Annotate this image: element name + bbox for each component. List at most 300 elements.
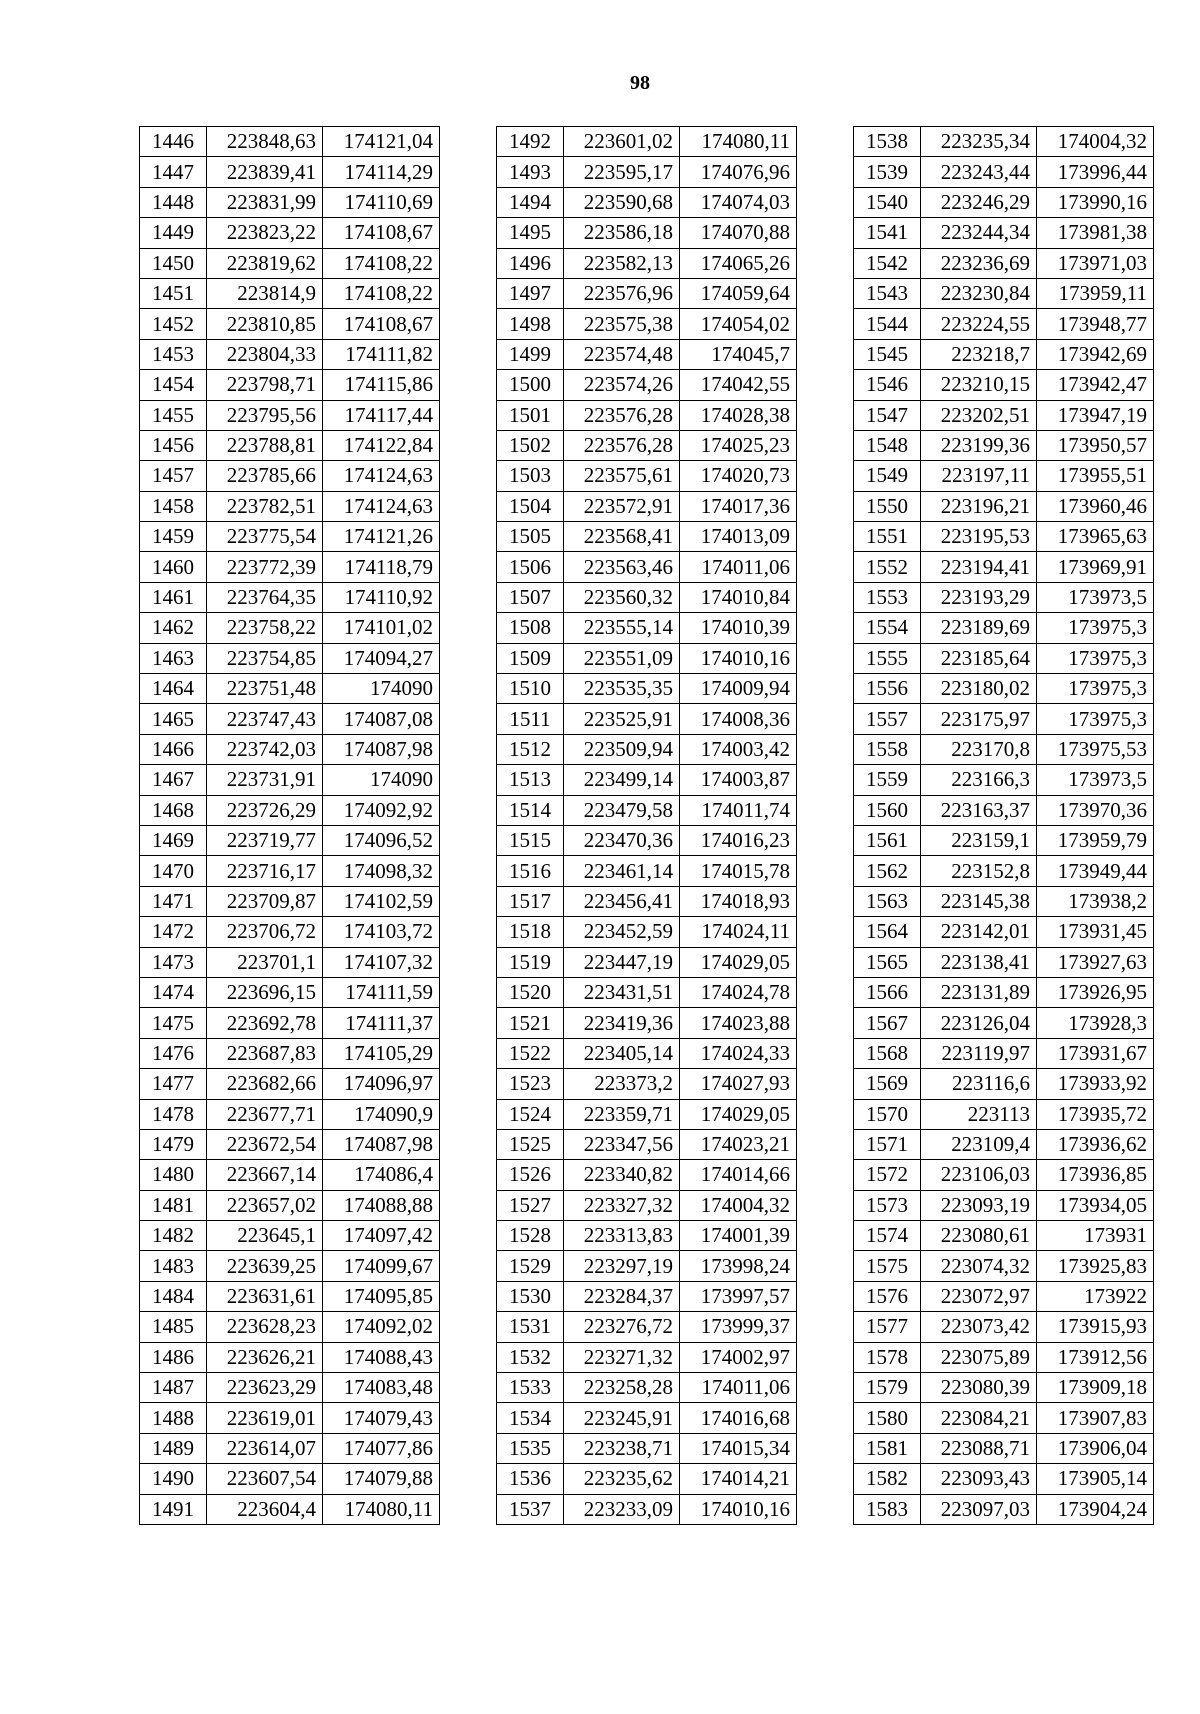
y-coordinate-cell: 173950,57 — [1037, 430, 1154, 460]
y-coordinate-cell: 173949,44 — [1037, 856, 1154, 886]
y-coordinate-cell: 173907,83 — [1037, 1403, 1154, 1433]
table-row — [497, 157, 797, 187]
coordinates-table-3 — [853, 126, 1154, 1525]
y-coordinate-cell: 173973,5 — [1037, 765, 1154, 795]
y-coordinate-cell: 174010,39 — [680, 613, 797, 643]
table-row — [854, 795, 1154, 825]
x-coordinate-cell: 223628,23 — [207, 1312, 323, 1342]
table-row — [140, 1342, 440, 1372]
point-number-cell: 1511 — [497, 704, 564, 734]
x-coordinate-cell: 223084,21 — [921, 1403, 1037, 1433]
table-row — [497, 1129, 797, 1159]
y-coordinate-cell: 174103,72 — [323, 917, 440, 947]
x-coordinate-cell: 223626,21 — [207, 1342, 323, 1372]
y-coordinate-cell: 174086,4 — [323, 1160, 440, 1190]
y-coordinate-cell: 174111,82 — [323, 339, 440, 369]
table-row — [854, 1099, 1154, 1129]
y-coordinate-cell: 174088,43 — [323, 1342, 440, 1372]
table-row — [497, 1433, 797, 1463]
table-row — [140, 461, 440, 491]
point-number-cell: 1530 — [497, 1281, 564, 1311]
point-number-cell: 1566 — [854, 977, 921, 1007]
point-number-cell: 1523 — [497, 1069, 564, 1099]
table-row — [854, 1373, 1154, 1403]
x-coordinate-cell: 223560,32 — [564, 582, 680, 612]
y-coordinate-cell: 174011,06 — [680, 1373, 797, 1403]
x-coordinate-cell: 223499,14 — [564, 765, 680, 795]
point-number-cell: 1500 — [497, 370, 564, 400]
y-coordinate-cell: 174054,02 — [680, 309, 797, 339]
x-coordinate-cell: 223152,8 — [921, 856, 1037, 886]
point-number-cell: 1581 — [854, 1433, 921, 1463]
x-coordinate-cell: 223175,97 — [921, 704, 1037, 734]
point-number-cell: 1555 — [854, 643, 921, 673]
table-row — [497, 947, 797, 977]
x-coordinate-cell: 223479,58 — [564, 795, 680, 825]
x-coordinate-cell: 223072,97 — [921, 1281, 1037, 1311]
point-number-cell: 1515 — [497, 825, 564, 855]
x-coordinate-cell: 223456,41 — [564, 886, 680, 916]
x-coordinate-cell: 223452,59 — [564, 917, 680, 947]
point-number-cell: 1464 — [140, 674, 207, 704]
point-number-cell: 1544 — [854, 309, 921, 339]
point-number-cell: 1547 — [854, 400, 921, 430]
x-coordinate-cell: 223563,46 — [564, 552, 680, 582]
x-coordinate-cell: 223747,43 — [207, 704, 323, 734]
y-coordinate-cell: 173931 — [1037, 1221, 1154, 1251]
point-number-cell: 1505 — [497, 522, 564, 552]
point-number-cell: 1507 — [497, 582, 564, 612]
y-coordinate-cell: 173925,83 — [1037, 1251, 1154, 1281]
x-coordinate-cell: 223199,36 — [921, 430, 1037, 460]
x-coordinate-cell: 223848,63 — [207, 127, 323, 157]
x-coordinate-cell: 223313,83 — [564, 1221, 680, 1251]
x-coordinate-cell: 223574,48 — [564, 339, 680, 369]
table-row — [497, 461, 797, 491]
x-coordinate-cell: 223672,54 — [207, 1129, 323, 1159]
table-row — [140, 1129, 440, 1159]
point-number-cell: 1498 — [497, 309, 564, 339]
x-coordinate-cell: 223170,8 — [921, 734, 1037, 764]
table-row — [140, 765, 440, 795]
point-number-cell: 1545 — [854, 339, 921, 369]
point-number-cell: 1538 — [854, 127, 921, 157]
x-coordinate-cell: 223093,19 — [921, 1190, 1037, 1220]
y-coordinate-cell: 174115,86 — [323, 370, 440, 400]
point-number-cell: 1501 — [497, 400, 564, 430]
x-coordinate-cell: 223639,25 — [207, 1251, 323, 1281]
point-number-cell: 1546 — [854, 370, 921, 400]
x-coordinate-cell: 223754,85 — [207, 643, 323, 673]
y-coordinate-cell: 174079,43 — [323, 1403, 440, 1433]
point-number-cell: 1487 — [140, 1373, 207, 1403]
table-row — [854, 674, 1154, 704]
table-row — [854, 552, 1154, 582]
y-coordinate-cell: 173942,69 — [1037, 339, 1154, 369]
x-coordinate-cell: 223131,89 — [921, 977, 1037, 1007]
table-row — [854, 1494, 1154, 1524]
x-coordinate-cell: 223193,29 — [921, 582, 1037, 612]
point-number-cell: 1553 — [854, 582, 921, 612]
point-number-cell: 1506 — [497, 552, 564, 582]
x-coordinate-cell: 223576,96 — [564, 278, 680, 308]
table-row — [854, 248, 1154, 278]
y-coordinate-cell: 174090 — [323, 765, 440, 795]
table-row — [854, 1312, 1154, 1342]
x-coordinate-cell: 223195,53 — [921, 522, 1037, 552]
table-row — [140, 522, 440, 552]
table-row — [140, 552, 440, 582]
table-row — [497, 643, 797, 673]
point-number-cell: 1454 — [140, 370, 207, 400]
table-row — [854, 461, 1154, 491]
table-row — [497, 187, 797, 217]
table-row — [497, 127, 797, 157]
table-row — [497, 1160, 797, 1190]
table-row — [497, 218, 797, 248]
point-number-cell: 1576 — [854, 1281, 921, 1311]
x-coordinate-cell: 223163,37 — [921, 795, 1037, 825]
table-row — [497, 1221, 797, 1251]
y-coordinate-cell: 174108,22 — [323, 248, 440, 278]
y-coordinate-cell: 173909,18 — [1037, 1373, 1154, 1403]
point-number-cell: 1549 — [854, 461, 921, 491]
point-number-cell: 1548 — [854, 430, 921, 460]
y-coordinate-cell: 173926,95 — [1037, 977, 1154, 1007]
y-coordinate-cell: 173970,36 — [1037, 795, 1154, 825]
x-coordinate-cell: 223798,71 — [207, 370, 323, 400]
y-coordinate-cell: 174118,79 — [323, 552, 440, 582]
point-number-cell: 1510 — [497, 674, 564, 704]
point-number-cell: 1519 — [497, 947, 564, 977]
y-coordinate-cell: 174004,32 — [680, 1190, 797, 1220]
x-coordinate-cell: 223575,61 — [564, 461, 680, 491]
table-row — [497, 1008, 797, 1038]
table-row — [497, 1281, 797, 1311]
x-coordinate-cell: 223576,28 — [564, 400, 680, 430]
table-row — [497, 704, 797, 734]
point-number-cell: 1568 — [854, 1038, 921, 1068]
point-number-cell: 1459 — [140, 522, 207, 552]
table-row — [497, 339, 797, 369]
table-row — [140, 1069, 440, 1099]
y-coordinate-cell: 174010,16 — [680, 1494, 797, 1524]
x-coordinate-cell: 223575,38 — [564, 309, 680, 339]
y-coordinate-cell: 174105,29 — [323, 1038, 440, 1068]
y-coordinate-cell: 174108,67 — [323, 218, 440, 248]
table-row — [140, 977, 440, 1007]
table-row — [854, 430, 1154, 460]
y-coordinate-cell: 173936,85 — [1037, 1160, 1154, 1190]
point-number-cell: 1468 — [140, 795, 207, 825]
y-coordinate-cell: 174124,63 — [323, 461, 440, 491]
table-row — [854, 856, 1154, 886]
table-row — [140, 278, 440, 308]
point-number-cell: 1453 — [140, 339, 207, 369]
x-coordinate-cell: 223572,91 — [564, 491, 680, 521]
x-coordinate-cell: 223742,03 — [207, 734, 323, 764]
table-row — [854, 218, 1154, 248]
x-coordinate-cell: 223782,51 — [207, 491, 323, 521]
table-row — [497, 977, 797, 1007]
x-coordinate-cell: 223509,94 — [564, 734, 680, 764]
table-row — [497, 582, 797, 612]
y-coordinate-cell: 173935,72 — [1037, 1099, 1154, 1129]
point-number-cell: 1484 — [140, 1281, 207, 1311]
table-row — [140, 400, 440, 430]
x-coordinate-cell: 223327,32 — [564, 1190, 680, 1220]
y-coordinate-cell: 174087,08 — [323, 704, 440, 734]
point-number-cell: 1455 — [140, 400, 207, 430]
y-coordinate-cell: 174096,97 — [323, 1069, 440, 1099]
x-coordinate-cell: 223586,18 — [564, 218, 680, 248]
y-coordinate-cell: 174010,84 — [680, 582, 797, 612]
y-coordinate-cell: 174004,32 — [1037, 127, 1154, 157]
y-coordinate-cell: 174102,59 — [323, 886, 440, 916]
table-row — [140, 582, 440, 612]
x-coordinate-cell: 223814,9 — [207, 278, 323, 308]
point-number-cell: 1562 — [854, 856, 921, 886]
y-coordinate-cell: 173975,3 — [1037, 704, 1154, 734]
table-row — [497, 917, 797, 947]
x-coordinate-cell: 223236,69 — [921, 248, 1037, 278]
x-coordinate-cell: 223258,28 — [564, 1373, 680, 1403]
x-coordinate-cell: 223614,07 — [207, 1433, 323, 1463]
x-coordinate-cell: 223582,13 — [564, 248, 680, 278]
y-coordinate-cell: 173906,04 — [1037, 1433, 1154, 1463]
table-row — [140, 856, 440, 886]
point-number-cell: 1473 — [140, 947, 207, 977]
point-number-cell: 1574 — [854, 1221, 921, 1251]
table-row — [497, 795, 797, 825]
x-coordinate-cell: 223631,61 — [207, 1281, 323, 1311]
x-coordinate-cell: 223080,39 — [921, 1373, 1037, 1403]
table-row — [497, 886, 797, 916]
point-number-cell: 1496 — [497, 248, 564, 278]
table-row — [854, 1160, 1154, 1190]
y-coordinate-cell: 174101,02 — [323, 613, 440, 643]
x-coordinate-cell: 223218,7 — [921, 339, 1037, 369]
y-coordinate-cell: 174077,86 — [323, 1433, 440, 1463]
x-coordinate-cell: 223758,22 — [207, 613, 323, 643]
x-coordinate-cell: 223235,62 — [564, 1464, 680, 1494]
table-row — [497, 825, 797, 855]
y-coordinate-cell: 174020,73 — [680, 461, 797, 491]
table-row — [140, 1494, 440, 1524]
x-coordinate-cell: 223447,19 — [564, 947, 680, 977]
point-number-cell: 1489 — [140, 1433, 207, 1463]
point-number-cell: 1516 — [497, 856, 564, 886]
x-coordinate-cell: 223709,87 — [207, 886, 323, 916]
y-coordinate-cell: 174008,36 — [680, 704, 797, 734]
point-number-cell: 1486 — [140, 1342, 207, 1372]
table-row — [854, 400, 1154, 430]
point-number-cell: 1524 — [497, 1099, 564, 1129]
point-number-cell: 1572 — [854, 1160, 921, 1190]
table-row — [497, 856, 797, 886]
point-number-cell: 1466 — [140, 734, 207, 764]
x-coordinate-cell: 223839,41 — [207, 157, 323, 187]
table-row — [854, 917, 1154, 947]
point-number-cell: 1491 — [140, 1494, 207, 1524]
x-coordinate-cell: 223080,61 — [921, 1221, 1037, 1251]
point-number-cell: 1573 — [854, 1190, 921, 1220]
table-row — [854, 977, 1154, 1007]
point-number-cell: 1543 — [854, 278, 921, 308]
x-coordinate-cell: 223106,03 — [921, 1160, 1037, 1190]
x-coordinate-cell: 223590,68 — [564, 187, 680, 217]
table-row — [140, 704, 440, 734]
table-row — [140, 795, 440, 825]
point-number-cell: 1526 — [497, 1160, 564, 1190]
y-coordinate-cell: 174023,21 — [680, 1129, 797, 1159]
point-number-cell: 1536 — [497, 1464, 564, 1494]
table-row — [497, 1069, 797, 1099]
x-coordinate-cell: 223197,11 — [921, 461, 1037, 491]
x-coordinate-cell: 223145,38 — [921, 886, 1037, 916]
y-coordinate-cell: 174087,98 — [323, 1129, 440, 1159]
y-coordinate-cell: 174002,97 — [680, 1342, 797, 1372]
table-row — [497, 522, 797, 552]
y-coordinate-cell: 173955,51 — [1037, 461, 1154, 491]
x-coordinate-cell: 223166,3 — [921, 765, 1037, 795]
point-number-cell: 1469 — [140, 825, 207, 855]
y-coordinate-cell: 174003,87 — [680, 765, 797, 795]
y-coordinate-cell: 174023,88 — [680, 1008, 797, 1038]
y-coordinate-cell: 174099,67 — [323, 1251, 440, 1281]
x-coordinate-cell: 223419,36 — [564, 1008, 680, 1038]
table-row — [140, 187, 440, 217]
point-number-cell: 1490 — [140, 1464, 207, 1494]
table-row — [497, 613, 797, 643]
x-coordinate-cell: 223088,71 — [921, 1433, 1037, 1463]
y-coordinate-cell: 173973,5 — [1037, 582, 1154, 612]
table-row — [497, 1251, 797, 1281]
y-coordinate-cell: 174014,21 — [680, 1464, 797, 1494]
point-number-cell: 1463 — [140, 643, 207, 673]
x-coordinate-cell: 223657,02 — [207, 1190, 323, 1220]
y-coordinate-cell: 174107,32 — [323, 947, 440, 977]
x-coordinate-cell: 223373,2 — [564, 1069, 680, 1099]
y-coordinate-cell: 173965,63 — [1037, 522, 1154, 552]
point-number-cell: 1580 — [854, 1403, 921, 1433]
point-number-cell: 1471 — [140, 886, 207, 916]
y-coordinate-cell: 174015,78 — [680, 856, 797, 886]
table-row — [854, 1069, 1154, 1099]
y-coordinate-cell: 173905,14 — [1037, 1464, 1154, 1494]
point-number-cell: 1582 — [854, 1464, 921, 1494]
table-row — [140, 613, 440, 643]
point-number-cell: 1485 — [140, 1312, 207, 1342]
table-row — [854, 309, 1154, 339]
x-coordinate-cell: 223795,56 — [207, 400, 323, 430]
x-coordinate-cell: 223126,04 — [921, 1008, 1037, 1038]
y-coordinate-cell: 174090,9 — [323, 1099, 440, 1129]
y-coordinate-cell: 174121,04 — [323, 127, 440, 157]
y-coordinate-cell: 173938,2 — [1037, 886, 1154, 916]
point-number-cell: 1583 — [854, 1494, 921, 1524]
x-coordinate-cell: 223574,26 — [564, 370, 680, 400]
point-number-cell: 1556 — [854, 674, 921, 704]
point-number-cell: 1509 — [497, 643, 564, 673]
point-number-cell: 1478 — [140, 1099, 207, 1129]
y-coordinate-cell: 174013,09 — [680, 522, 797, 552]
x-coordinate-cell: 223235,34 — [921, 127, 1037, 157]
table-row — [140, 491, 440, 521]
y-coordinate-cell: 174018,93 — [680, 886, 797, 916]
point-number-cell: 1577 — [854, 1312, 921, 1342]
y-coordinate-cell: 174110,69 — [323, 187, 440, 217]
point-number-cell: 1532 — [497, 1342, 564, 1372]
y-coordinate-cell: 174001,39 — [680, 1221, 797, 1251]
y-coordinate-cell: 174098,32 — [323, 856, 440, 886]
table-row — [854, 1464, 1154, 1494]
table-row — [497, 278, 797, 308]
table-row — [854, 643, 1154, 673]
x-coordinate-cell: 223788,81 — [207, 430, 323, 460]
y-coordinate-cell: 174108,22 — [323, 278, 440, 308]
table-row — [497, 1373, 797, 1403]
point-number-cell: 1502 — [497, 430, 564, 460]
y-coordinate-cell: 174121,26 — [323, 522, 440, 552]
table-row — [854, 947, 1154, 977]
table-row — [854, 1129, 1154, 1159]
y-coordinate-cell: 173915,93 — [1037, 1312, 1154, 1342]
y-coordinate-cell: 174009,94 — [680, 674, 797, 704]
point-number-cell: 1567 — [854, 1008, 921, 1038]
y-coordinate-cell: 174124,63 — [323, 491, 440, 521]
x-coordinate-cell: 223238,71 — [564, 1433, 680, 1463]
y-coordinate-cell: 174095,85 — [323, 1281, 440, 1311]
x-coordinate-cell: 223619,01 — [207, 1403, 323, 1433]
y-coordinate-cell: 174094,27 — [323, 643, 440, 673]
point-number-cell: 1452 — [140, 309, 207, 339]
table-row — [854, 1281, 1154, 1311]
y-coordinate-cell: 174045,7 — [680, 339, 797, 369]
point-number-cell: 1518 — [497, 917, 564, 947]
x-coordinate-cell: 223271,32 — [564, 1342, 680, 1372]
y-coordinate-cell: 174059,64 — [680, 278, 797, 308]
table-row — [854, 825, 1154, 855]
y-coordinate-cell: 174108,67 — [323, 309, 440, 339]
y-coordinate-cell: 174014,66 — [680, 1160, 797, 1190]
table-row — [854, 187, 1154, 217]
x-coordinate-cell: 223555,14 — [564, 613, 680, 643]
table-row — [140, 218, 440, 248]
table-row — [140, 1008, 440, 1038]
x-coordinate-cell: 223142,01 — [921, 917, 1037, 947]
table-row — [140, 917, 440, 947]
x-coordinate-cell: 223726,29 — [207, 795, 323, 825]
table-row — [140, 248, 440, 278]
table-row — [854, 1403, 1154, 1433]
y-coordinate-cell: 173922 — [1037, 1281, 1154, 1311]
x-coordinate-cell: 223692,78 — [207, 1008, 323, 1038]
x-coordinate-cell: 223677,71 — [207, 1099, 323, 1129]
x-coordinate-cell: 223230,84 — [921, 278, 1037, 308]
table-row — [497, 1312, 797, 1342]
x-coordinate-cell: 223119,97 — [921, 1038, 1037, 1068]
x-coordinate-cell: 223245,91 — [564, 1403, 680, 1433]
y-coordinate-cell: 173975,3 — [1037, 613, 1154, 643]
x-coordinate-cell: 223719,77 — [207, 825, 323, 855]
x-coordinate-cell: 223804,33 — [207, 339, 323, 369]
x-coordinate-cell: 223785,66 — [207, 461, 323, 491]
table-row — [140, 309, 440, 339]
point-number-cell: 1477 — [140, 1069, 207, 1099]
table-row — [854, 734, 1154, 764]
table-row — [497, 370, 797, 400]
